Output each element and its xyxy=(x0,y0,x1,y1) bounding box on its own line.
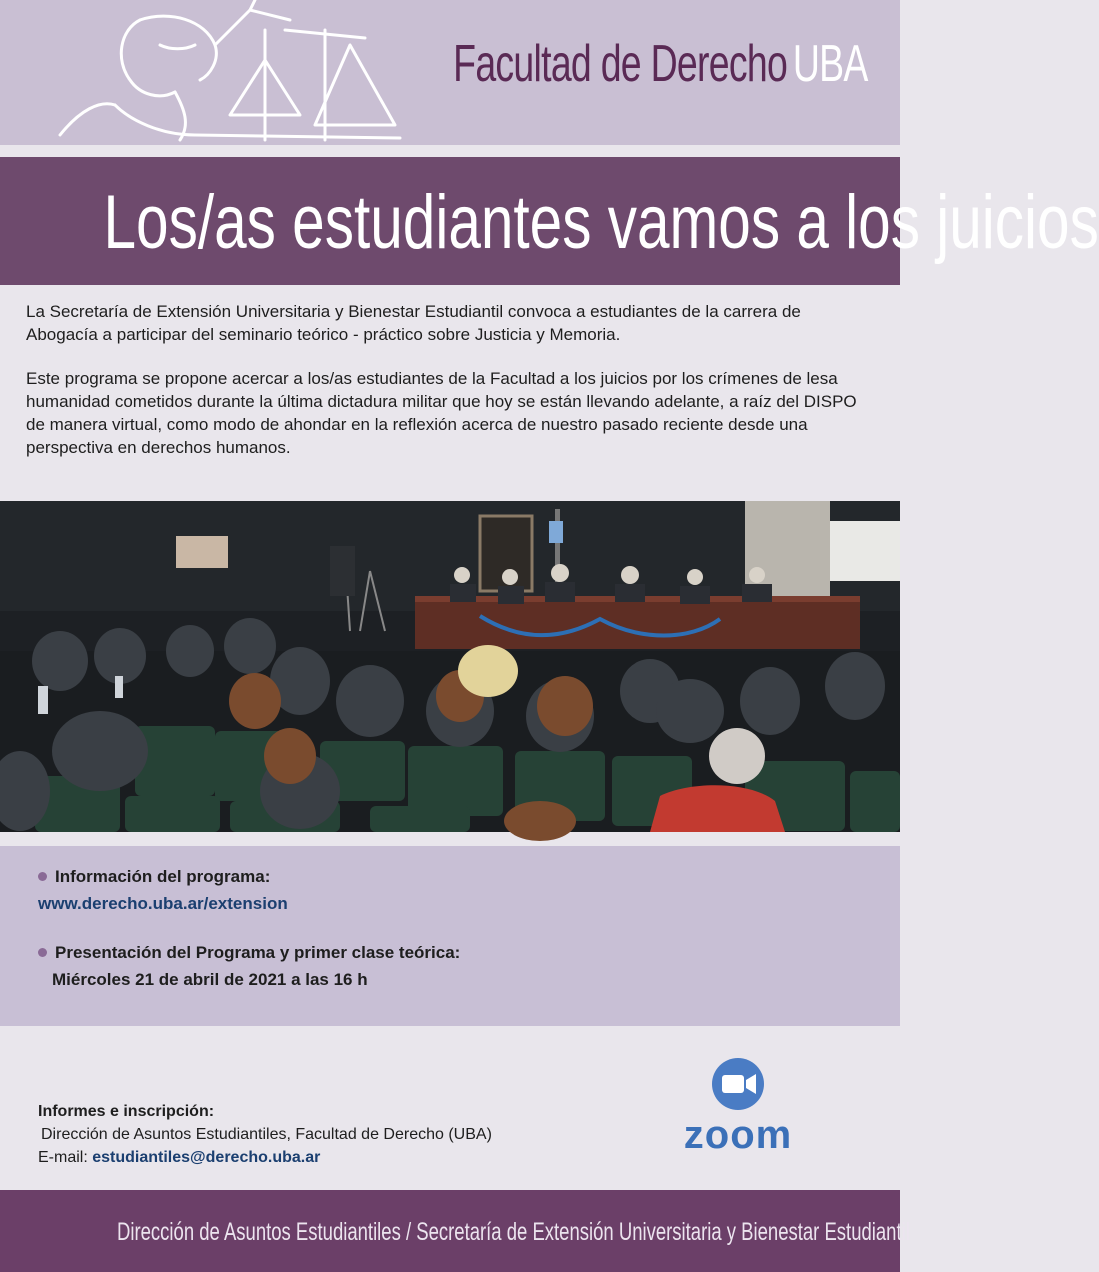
justice-figure-logo xyxy=(20,0,410,145)
page-title: Los/as estudiantes vamos a los juicios xyxy=(103,180,1099,265)
footer-text: Dirección de Asuntos Estudiantiles / Secretaría de Extensión Universitaria y Bienestar Estudiantil xyxy=(117,1218,910,1246)
email-label: E-mail: xyxy=(38,1149,88,1166)
info-band xyxy=(0,846,900,1026)
bullet-icon xyxy=(38,872,47,881)
courtroom-illustration xyxy=(0,501,900,832)
header-band xyxy=(0,0,900,145)
intro-paragraph-1: La Secretaría de Extensión Universitaria y Bienestar Estudiantil convoca a estudiantes de la carrera de Abogacía a participar del seminario teórico - práctico sobre Justicia y Memoria. xyxy=(26,302,801,344)
program-info xyxy=(38,864,288,916)
intro-text xyxy=(26,300,876,480)
presentation-label: Presentación del Programa y primer clase teórica: xyxy=(55,943,461,962)
program-url-link[interactable]: www.derecho.uba.ar/extension xyxy=(38,894,288,913)
title-band xyxy=(0,157,1099,285)
presentation-date: Miércoles 21 de abril de 2021 a las 16 h xyxy=(52,970,368,989)
video-camera-icon xyxy=(668,1057,808,1113)
uba-acronym: UBA xyxy=(793,35,868,93)
presentation-info xyxy=(38,940,460,992)
zoom-wordmark: zoom xyxy=(683,1113,793,1157)
faculty-name: Facultad de Derecho xyxy=(453,35,788,93)
program-info-label: Información del programa: xyxy=(55,867,271,886)
footer-band xyxy=(0,1190,910,1272)
contact-info xyxy=(38,1100,492,1169)
bullet-icon xyxy=(38,948,47,957)
email-link[interactable]: estudiantiles@derecho.uba.ar xyxy=(92,1149,321,1166)
faculty-title xyxy=(454,34,868,94)
contact-heading: Informes e inscripción: xyxy=(38,1103,215,1120)
intro-paragraph-2: Este programa se propone acercar a los/as estudiantes de la Facultad a los juicios por los crímenes de lesa humanidad cometidos durante la última dictadura militar que hoy se están llevando adelante, a raíz del DISPO de manera virtual, como modo de ahondar en la reflexión acerca de nuestro pasado reciente desde una perspectiva en derechos humanos. xyxy=(26,369,857,457)
contact-office: Dirección de Asuntos Estudiantiles, Facultad de Derecho (UBA) xyxy=(41,1126,492,1143)
courtroom-photo xyxy=(0,501,900,832)
zoom-logo xyxy=(668,1057,808,1167)
